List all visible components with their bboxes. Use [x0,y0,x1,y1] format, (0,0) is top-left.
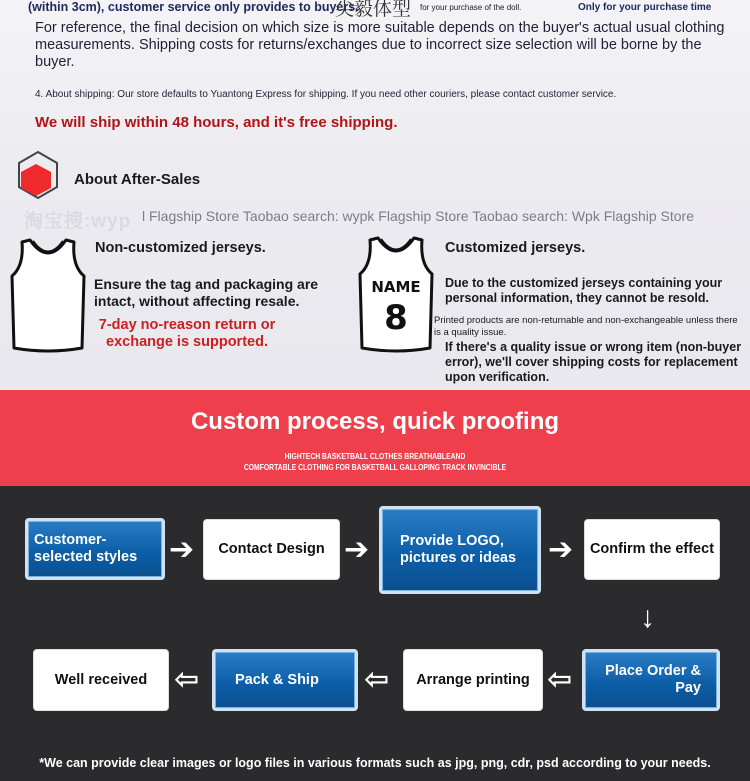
plain-jersey-icon [8,236,88,354]
process-banner [0,390,750,486]
arrow-left-icon: ⇦ [364,663,390,696]
shipping-note: 4. About shipping: Our store defaults to Yuantong Express for shipping. If you need other couriers, please contact customer service. [35,89,617,100]
banner-subtitle-2: COMFORTABLE CLOTHING FOR BASKETBALL GALLOPING TRACK INVINCIBLE [243,463,507,472]
step-place-order-pay: Place Order & Pay [582,649,720,711]
arrow-left-icon: ⇦ [174,663,200,696]
ghost-overlay-text: 尖毅体型 [335,0,412,20]
step-well-received: Well received [33,649,169,711]
process-flow [0,486,750,781]
step-confirm-effect: Confirm the effect [584,519,720,580]
size-reference-text: For reference, the final decision on which size is more suitable depends on the buyer's actual usual clothing measurements. Shipping costs for returns/exchanges due to incorrect size selection will be borne by the buyer. [35,20,725,70]
step-pack-ship: Pack & Ship [212,649,358,711]
ghost-overlay-small: for your purchase of the doll. [420,3,522,12]
printed-products-note: Printed products are non-returnable and non-exchangeable unless there is a quality issue. [434,315,738,338]
hexagon-logo-icon [16,150,60,200]
custom-desc: Due to the customized jerseys containing your personal information, they cannot be resold. [445,276,723,305]
size-note-line: (within 3cm), customer service only provides to buyers. [28,0,359,14]
after-sales-heading: About After-Sales [74,171,201,188]
arrow-right-icon: ➔ [169,533,195,566]
shipping-promise: We will ship within 48 hours, and it's free shipping. [35,114,398,131]
store-watermark: 淘宝搜:wyp [24,211,132,232]
banner-subtitle-1: HIGHTECH BASKETBALL CLOTHES BREATHABLEAND [284,452,466,461]
arrow-right-icon: ➔ [548,533,574,566]
step-contact-design: Contact Design [203,519,340,580]
step-provide-logo: Provide LOGO, pictures or ideas [379,506,541,594]
store-search-line: l Flagship Store Taobao search: wypk Flagship Store Taobao search: Wpk Flagship Store [142,208,694,224]
size-and-after-sales-section [0,0,750,390]
arrow-down-icon: ↓ [640,601,655,634]
jersey-number-text: 8 [384,298,408,338]
custom-jersey-icon [356,234,436,354]
step-arrange-printing: Arrange printing [403,649,543,711]
return-policy: 7-day no-reason return or exchange is supported. [98,317,276,350]
banner-title: Custom process, quick proofing [190,408,560,435]
file-format-footnote: *We can provide clear images or logo files in various formats such as jpg, png, cdr, psd according to your needs. [39,756,711,770]
step-customer-selected-styles: Customer-selected styles [25,518,165,580]
purchase-time-note: Only for your purchase time [578,2,712,13]
quality-issue-note: If there's a quality issue or wrong item (non-buyer error), we'll cover shipping costs for replacement upon verification. [445,340,742,384]
arrow-right-icon: ➔ [344,533,370,566]
jersey-name-text: NAME [371,278,421,296]
arrow-left-icon: ⇦ [547,663,573,696]
custom-title: Customized jerseys. [445,240,586,256]
non-custom-title: Non-customized jerseys. [95,240,266,256]
non-custom-desc: Ensure the tag and packaging are intact, without affecting resale. [94,276,319,309]
